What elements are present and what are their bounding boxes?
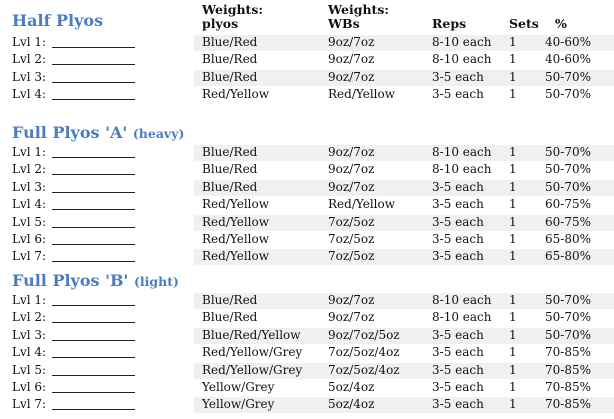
plyos-weight-cell: Red/Yellow	[202, 87, 270, 102]
sets-cell: 1	[509, 87, 517, 102]
section-title-suffix: (light)	[133, 274, 179, 289]
reps-cell: 3-5 each	[432, 232, 484, 246]
level-label: Lvl 5:	[12, 214, 47, 229]
plyos-weight-cell: Red/Yellow/Grey	[202, 345, 303, 360]
wbs-weight-cell: 9oz/7oz	[328, 52, 375, 67]
plyos-weight-cell: Blue/Red	[202, 293, 258, 307]
level-label: Lvl 3:	[12, 69, 47, 84]
wbs-weight-cell: 5oz/4oz	[328, 380, 375, 394]
level-label: Lvl 5:	[12, 362, 47, 377]
plyos-weight-cell: Red/Yellow/Grey	[202, 362, 303, 377]
header-percent-label: %	[555, 16, 567, 31]
plyos-weight-cell: Blue/Red	[202, 52, 258, 67]
table-row	[0, 161, 614, 178]
section-title	[12, 272, 179, 290]
percent-cell: 50-70%	[545, 327, 591, 342]
percent-cell: 50-70%	[545, 293, 591, 307]
sets-cell: 1	[509, 310, 517, 325]
wbs-weight-cell: Red/Yellow	[328, 87, 396, 102]
header-reps-label: Reps	[432, 16, 467, 31]
reps-cell: 3-5 each	[432, 87, 484, 102]
fill-in-blank-line[interactable]	[52, 409, 135, 410]
reps-cell: 3-5 each	[432, 345, 484, 360]
reps-cell: 3-5 each	[432, 397, 484, 412]
sets-cell: 1	[509, 362, 517, 377]
wbs-weight-cell: 7oz/5oz/4oz	[328, 362, 400, 377]
wbs-weight-cell: 9oz/7oz	[328, 69, 375, 84]
sets-cell: 1	[509, 214, 517, 229]
table-row	[0, 51, 614, 68]
level-label: Lvl 2:	[12, 310, 47, 325]
plyos-weight-cell: Red/Yellow	[202, 214, 270, 229]
percent-cell: 50-70%	[545, 179, 591, 194]
percent-cell: 70-85%	[545, 397, 591, 412]
fill-in-blank-line[interactable]	[52, 357, 135, 358]
table-row	[0, 231, 614, 248]
table-row	[0, 214, 614, 231]
wbs-weight-cell: 9oz/7oz	[328, 145, 375, 159]
level-label: Lvl 4:	[12, 87, 47, 102]
level-label: Lvl 1:	[12, 145, 47, 159]
wbs-weight-cell: 9oz/7oz	[328, 293, 375, 307]
reps-cell: 3-5 each	[432, 362, 484, 377]
sets-cell: 1	[509, 249, 517, 264]
fill-in-blank-line[interactable]	[52, 209, 135, 210]
plyos-weight-cell: Red/Yellow	[202, 232, 270, 246]
plyos-weight-cell: Blue/Red	[202, 69, 258, 84]
header-wbs-label: WBs	[328, 16, 360, 31]
wbs-weight-cell: 5oz/4oz	[328, 397, 375, 412]
wbs-weight-cell: 7oz/5oz	[328, 214, 375, 229]
fill-in-blank-line[interactable]	[52, 174, 135, 175]
sets-cell: 1	[509, 397, 517, 412]
wbs-weight-cell: 7oz/5oz	[328, 232, 375, 246]
percent-cell: 50-70%	[545, 69, 591, 84]
reps-cell: 3-5 each	[432, 197, 484, 212]
plyos-weight-cell: Red/Yellow	[202, 249, 270, 264]
fill-in-blank-line[interactable]	[52, 305, 135, 306]
percent-cell: 50-70%	[545, 162, 591, 177]
reps-cell: 3-5 each	[432, 69, 484, 84]
table-row	[0, 179, 614, 196]
sets-cell: 1	[509, 197, 517, 212]
fill-in-blank-line[interactable]	[52, 47, 135, 48]
level-label: Lvl 1:	[12, 35, 47, 49]
level-label: Lvl 3:	[12, 179, 47, 194]
reps-cell: 3-5 each	[432, 380, 484, 394]
wbs-weight-cell: 9oz/7oz	[328, 162, 375, 177]
sets-cell: 1	[509, 293, 517, 307]
sets-cell: 1	[509, 69, 517, 84]
sets-cell: 1	[509, 232, 517, 246]
sets-cell: 1	[509, 345, 517, 360]
reps-cell: 8-10 each	[432, 293, 492, 307]
table-row	[0, 144, 614, 161]
section-title-text: Full Plyos 'A'	[12, 123, 133, 142]
table-row	[0, 379, 614, 396]
header-plyos-label: plyos	[202, 16, 239, 31]
fill-in-blank-line[interactable]	[52, 261, 135, 262]
sets-cell: 1	[509, 145, 517, 159]
reps-cell: 3-5 each	[432, 179, 484, 194]
level-label: Lvl 7:	[12, 397, 47, 412]
wbs-weight-cell: 9oz/7oz	[328, 35, 375, 49]
fill-in-blank-line[interactable]	[52, 157, 135, 158]
table-row	[0, 362, 614, 379]
plyos-weight-cell: Blue/Red	[202, 179, 258, 194]
level-label: Lvl 4:	[12, 345, 47, 360]
table-row	[0, 34, 614, 51]
plyos-weight-cell: Blue/Red	[202, 35, 258, 49]
wbs-weight-cell: 9oz/7oz	[328, 310, 375, 325]
percent-cell: 65-80%	[545, 249, 591, 264]
plyos-weight-cell: Blue/Red/Yellow	[202, 327, 301, 342]
plyos-weight-cell: Red/Yellow	[202, 197, 270, 212]
fill-in-blank-line[interactable]	[52, 64, 135, 65]
wbs-weight-cell: Red/Yellow	[328, 197, 396, 212]
reps-cell: 8-10 each	[432, 35, 492, 49]
reps-cell: 8-10 each	[432, 145, 492, 159]
fill-in-blank-line[interactable]	[52, 99, 135, 100]
fill-in-blank-line[interactable]	[52, 340, 135, 341]
level-label: Lvl 2:	[12, 52, 47, 67]
reps-cell: 8-10 each	[432, 162, 492, 177]
sets-cell: 1	[509, 162, 517, 177]
header-sets-label: Sets	[509, 16, 539, 31]
percent-cell: 60-75%	[545, 197, 591, 212]
fill-in-blank-line[interactable]	[52, 392, 135, 393]
plyos-weight-cell: Blue/Red	[202, 162, 258, 177]
section-title	[12, 124, 184, 142]
sets-cell: 1	[509, 380, 517, 394]
plyos-weight-cell: Yellow/Grey	[202, 380, 275, 394]
wbs-weight-cell: 9oz/7oz/5oz	[328, 327, 400, 342]
header-plyos-weights-label: Weights:	[202, 2, 263, 17]
section-title-text: Half Plyos	[12, 11, 104, 30]
sets-cell: 1	[509, 327, 517, 342]
fill-in-blank-line[interactable]	[52, 322, 135, 323]
plyos-weight-cell: Blue/Red	[202, 145, 258, 159]
table-row	[0, 344, 614, 361]
sets-cell: 1	[509, 35, 517, 49]
percent-cell: 60-75%	[545, 214, 591, 229]
level-label: Lvl 1:	[12, 293, 47, 307]
wbs-weight-cell: 9oz/7oz	[328, 179, 375, 194]
fill-in-blank-line[interactable]	[52, 82, 135, 83]
percent-cell: 50-70%	[545, 310, 591, 325]
fill-in-blank-line[interactable]	[52, 227, 135, 228]
wbs-weight-cell: 7oz/5oz	[328, 249, 375, 264]
section-title-suffix: (heavy)	[132, 126, 185, 141]
table-row	[0, 396, 614, 413]
level-label: Lvl 3:	[12, 327, 47, 342]
level-label: Lvl 7:	[12, 249, 47, 264]
sets-cell: 1	[509, 179, 517, 194]
plyos-weight-cell: Blue/Red	[202, 310, 258, 325]
percent-cell: 70-85%	[545, 345, 591, 360]
reps-cell: 3-5 each	[432, 327, 484, 342]
sets-cell: 1	[509, 52, 517, 67]
percent-cell: 40-60%	[545, 35, 591, 49]
percent-cell: 70-85%	[545, 380, 591, 394]
table-row	[0, 309, 614, 326]
percent-cell: 70-85%	[545, 362, 591, 377]
table-row	[0, 196, 614, 213]
reps-cell: 3-5 each	[432, 249, 484, 264]
percent-cell: 65-80%	[545, 232, 591, 246]
section-title-text: Full Plyos 'B'	[12, 271, 134, 290]
wbs-weight-cell: 7oz/5oz/4oz	[328, 345, 400, 360]
table-row	[0, 86, 614, 103]
table-row	[0, 69, 614, 86]
section-title	[12, 12, 103, 30]
level-label: Lvl 6:	[12, 232, 47, 246]
level-label: Lvl 4:	[12, 197, 47, 212]
fill-in-blank-line[interactable]	[52, 375, 135, 376]
fill-in-blank-line[interactable]	[52, 192, 135, 193]
fill-in-blank-line[interactable]	[52, 244, 135, 245]
level-label: Lvl 2:	[12, 162, 47, 177]
table-row	[0, 292, 614, 309]
percent-cell: 50-70%	[545, 87, 591, 102]
header-wbs-weights-label: Weights:	[328, 2, 389, 17]
reps-cell: 3-5 each	[432, 214, 484, 229]
percent-cell: 40-60%	[545, 52, 591, 67]
plyos-weight-cell: Yellow/Grey	[202, 397, 275, 412]
reps-cell: 8-10 each	[432, 310, 492, 325]
percent-cell: 50-70%	[545, 145, 591, 159]
table-row	[0, 327, 614, 344]
reps-cell: 8-10 each	[432, 52, 492, 67]
table-row	[0, 248, 614, 265]
level-label: Lvl 6:	[12, 380, 47, 394]
